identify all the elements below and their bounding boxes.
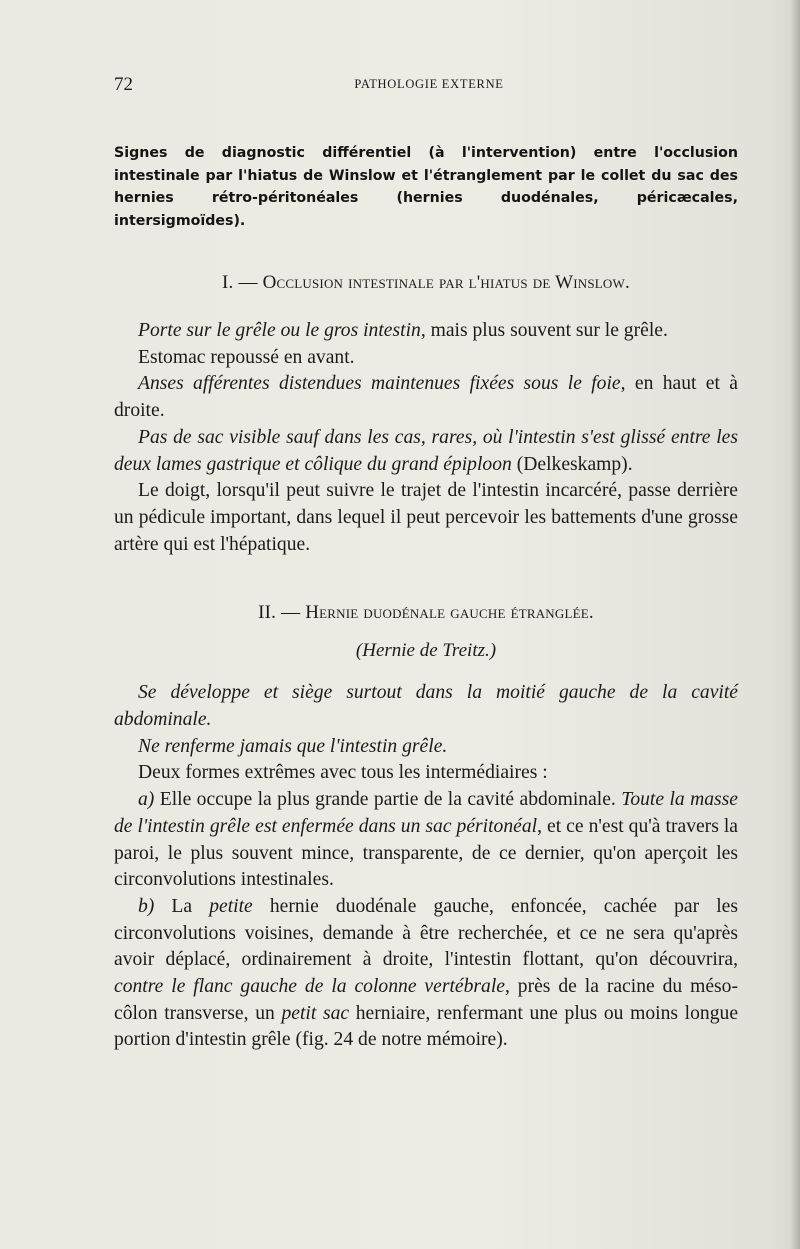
italic-text: Se développe et siège surtout dans la moitié gauche de la cavité abdominale. xyxy=(114,682,738,731)
section-2-paragraph xyxy=(114,734,738,761)
item-label: b) xyxy=(138,895,155,917)
body-text: , mais plus souvent sur le grêle. xyxy=(420,320,668,341)
section-2-paragraph: Deux formes extrêmes avec tous les intermédiaires : xyxy=(138,762,548,784)
body-text: Elle occupe la plus grande partie de la cavité abdominale. xyxy=(154,789,622,811)
italic-text: Anses afférentes distendues maintenues fixées sous le foie xyxy=(138,373,621,395)
page-content xyxy=(114,142,738,1054)
section-2-body xyxy=(114,680,738,1054)
italic-text: Toute la masse de l'intestin grêle est enfermée dans un sac péritonéal xyxy=(114,789,739,837)
italic-text: Pas de sac visible sauf dans les cas, rares, où l'intestin s'est glissé entre les deux lames gastrique et côlique du grand épiploon xyxy=(114,426,738,475)
body-text: (Delkeskamp). xyxy=(511,453,633,475)
italic-text: Ne renferme jamais que l'intestin grêle. xyxy=(138,735,448,757)
page-edge-shadow xyxy=(790,0,800,1249)
italic-text: Porte sur le grêle ou le gros intestin xyxy=(138,320,421,341)
body-text: hernie duodénale gauche, enfoncée, cachée par les circonvolutions voisines, demande à être recherchée, et ce ne sera qu'après avoir déplacé, ordinairement à droite, l'intestin flottant, qu'on découvrira, xyxy=(114,895,739,971)
item-label: a) xyxy=(138,789,155,811)
running-title: PATHOLOGIE EXTERNE xyxy=(354,77,504,91)
page-number: 72 xyxy=(114,74,133,95)
body-text: , en haut et à droite. xyxy=(114,373,738,422)
section-2-paragraph xyxy=(114,787,738,894)
section-1-body xyxy=(114,318,738,558)
section-1-paragraph: Le doigt, lorsqu'il peut suivre le trajet de l'intestin incarcéré, passe derrière un pédicule important, dans lequel il peut percevoir les battements d'une grosse artère qui est l'hépatique. xyxy=(114,480,738,555)
section-1-paragraph xyxy=(114,318,738,345)
body-text: La xyxy=(154,895,210,917)
section-2-subheading: (Hernie de Treitz.) xyxy=(355,640,497,662)
italic-text: petit sac xyxy=(281,1002,350,1024)
body-text: , et ce n'est qu'à travers la paroi, le plus souvent mince, transparente, de ce dernier, qu'on aperçoit les circonvolutions intestinales. xyxy=(114,815,738,891)
page-header xyxy=(114,74,744,98)
section-2-heading: II. — Hernie duodénale gauche étranglée. xyxy=(258,602,594,624)
summary-paragraph: Signes de diagnostic différentiel (à l'intervention) entre l'occlusion intestinale par l'hiatus de Winslow et l'étranglement par le collet du sac des hernies rétro-péritonéales (hernies duodénales, péricæcales, intersigmoïdes). xyxy=(114,145,738,229)
section-1-heading: I. — Occlusion intestinale par l'hiatus de Winslow. xyxy=(222,272,630,293)
section-1-paragraph xyxy=(114,371,738,424)
section-1-paragraph xyxy=(114,425,738,478)
italic-text: petite xyxy=(209,895,253,917)
section-2-paragraph xyxy=(114,680,738,733)
body-text: herniaire, renfermant une plus ou moins longue portion d'intestin grêle (fig. 24 de notre mémoire). xyxy=(114,1002,739,1051)
section-1-paragraph: Estomac repoussé en avant. xyxy=(138,346,355,368)
section-2-paragraph xyxy=(114,894,738,1054)
italic-text: contre le flanc gauche de la colonne vertébrale xyxy=(114,976,505,998)
body-text: , près de la racine du méso-côlon transverse, un xyxy=(114,976,739,1024)
